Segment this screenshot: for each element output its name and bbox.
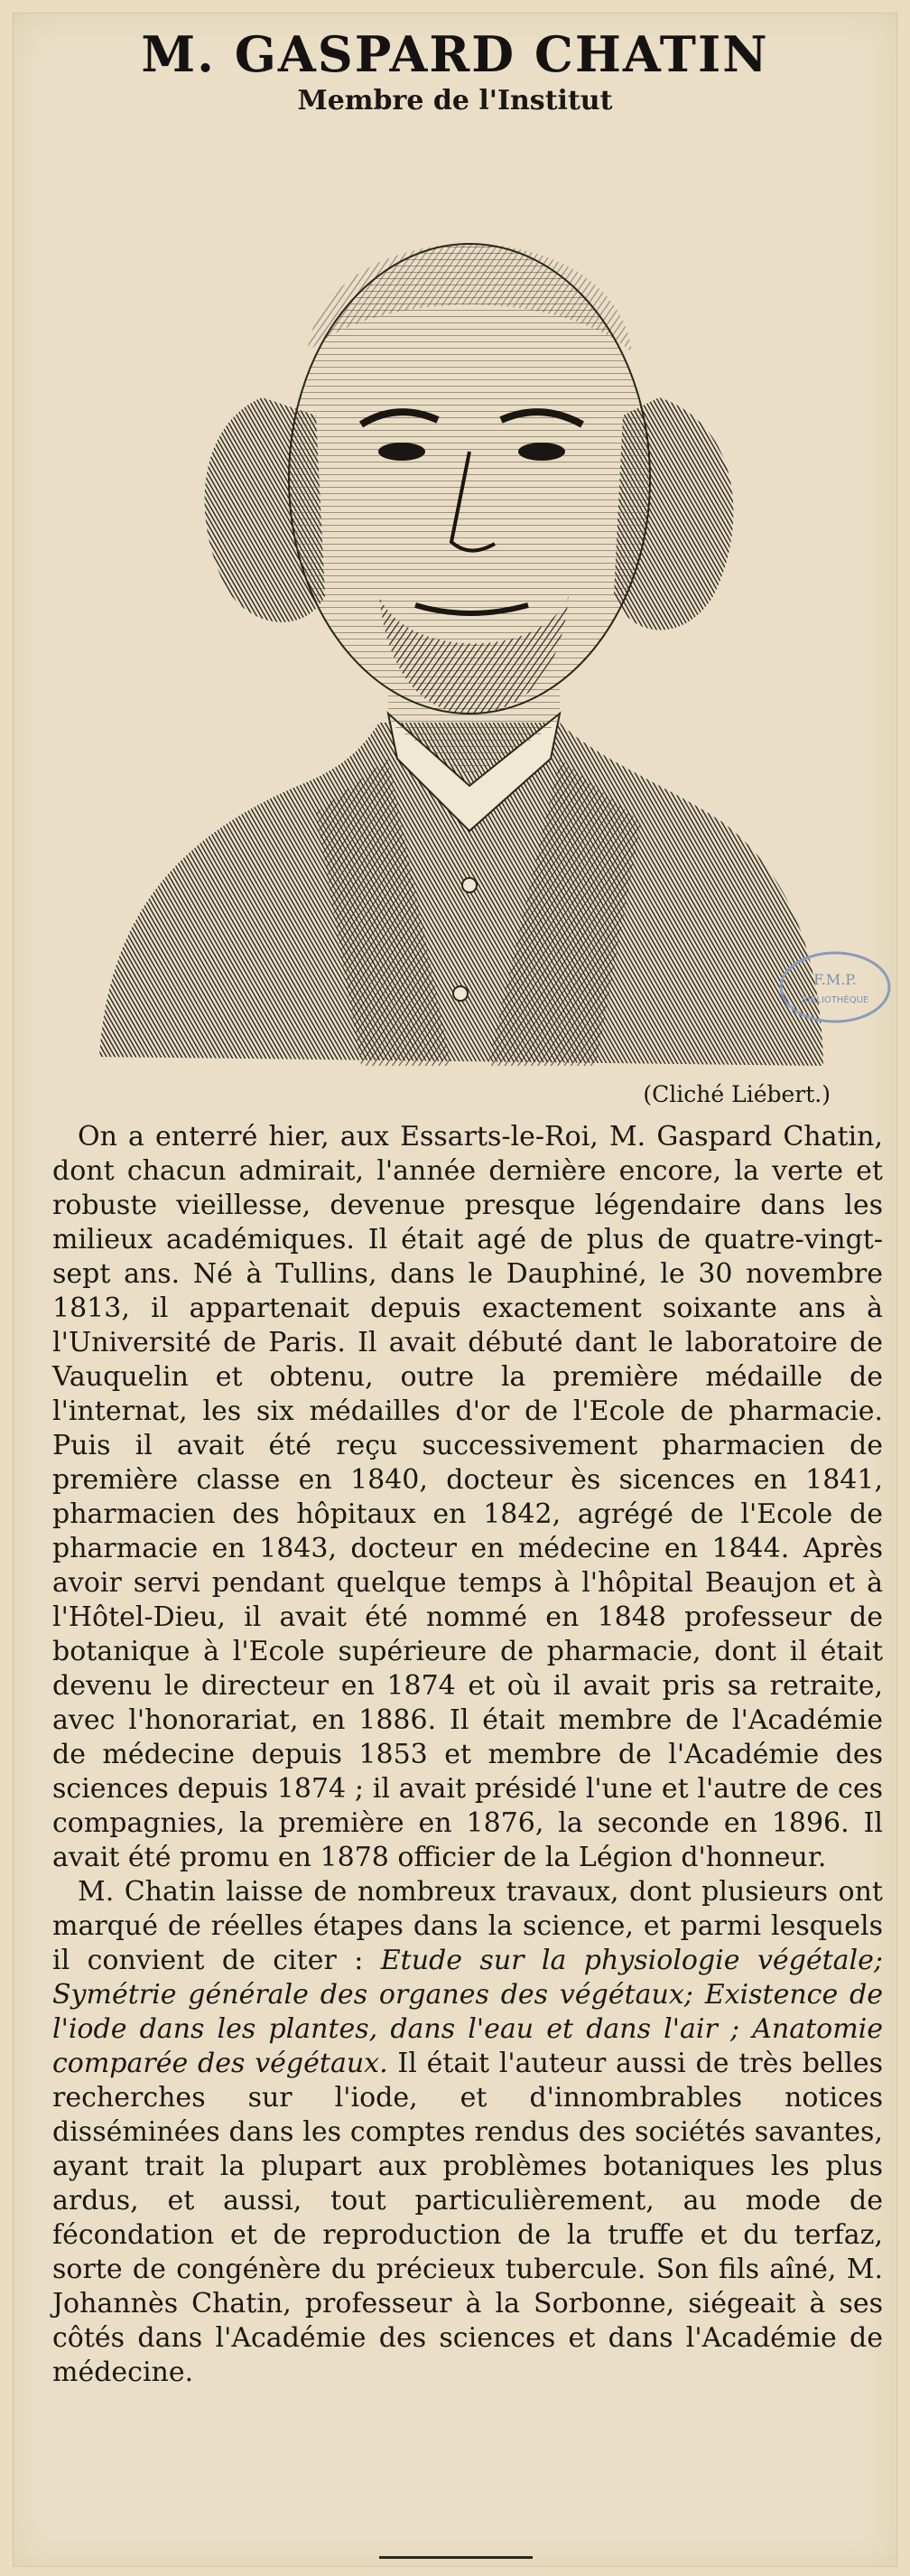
library-stamp	[776, 947, 894, 1028]
article-paragraph-1: On a enterré hier, aux Essarts-le-Roi, M. Gaspard Chatin, dont chacun admirait, l'année dernière encore, la verte et robuste vieillesse, devenue presque légendaire dans les milieux académiques. Il était agé de plus de quatre-vingt-sept ans. Né à Tullins, dans le Dauphiné, le 30 novembre 1813, il appartenait depuis exactement soixante ans à l'Université de Paris. Il avait débuté dant le laboratoire de Vauquelin et obtenu, outre la première médaille de l'internat, les six médailles d'or de l'Ecole de pharmacie. Puis il avait été reçu successivement pharmacien de première classe en 1840, docteur ès sicences en 1841, pharmacien des hôpitaux en 1842, agrégé de l'Ecole de pharmacie en 1843, docteur en médecine en 1844. Après avoir servi pendant quelque temps à l'hôpital Beaujon et à l'Hôtel-Dieu, il avait été nommé en 1848 professeur de botanique à l'Ecole supérieure de pharmacie, dont il était devenu le directeur en 1874 et où il avait pris sa retraite, avec l'honorariat, en 1886. Il était membre de l'Académie de médecine depuis 1853 et membre de l'Académie des sciences depuis 1874 ; il avait présidé l'une et l'autre de ces compagnies, la première en 1876, la seconde en 1896. Il avait été promu en 1878 officier de la Légion d'honneur.	[52, 1121, 883, 1873]
paragraph-2-intro: M. Chatin laisse de nombreux travaux, dont plusieurs ont marqué de réelles étapes dans la science, et parmi lesquels il convient de citer :	[52, 1876, 883, 1976]
obituary-article	[52, 1120, 883, 2390]
closing-rule	[379, 2556, 533, 2559]
image-credit: (Cliché Liébert.)	[643, 1081, 831, 1107]
headline-subtitle: Membre de l'Institut	[297, 85, 613, 117]
paragraph-2-works-cited: Etude sur la physiologie végétale; Symétrie générale des organes des végétaux; Existence de l'iode dans les plantes, dans l'eau et dans l'air ; Anatomie comparée des végétaux.	[52, 1945, 884, 2079]
article-paragraph-2	[52, 1875, 883, 2390]
stamp-line-1: F.M.P.	[813, 971, 857, 988]
portrait-engraving	[90, 126, 831, 1084]
headline-title: M. GASPARD CHATIN	[141, 25, 769, 83]
paragraph-2-rest: Il était l'auteur aussi de très belles recherches sur l'iode, et d'innombrables notices disséminées dans les comptes rendus des sociétés savantes, ayant trait la plupart aux problèmes botaniques les plus ardus, et aussi, tout particulièrement, au mode de fécondation et de reproduction de la truffe et du terfaz, sorte de congénère du précieux tubercule. Son fils aîné, M. Johannès Chatin, professeur à la Sorbonne, siégeait à ses côtés dans l'Académie des sciences et dans l'Académie de médecine.	[52, 2048, 883, 2388]
stamp-line-2: BIBLIOTHÈQUE	[801, 995, 869, 1005]
